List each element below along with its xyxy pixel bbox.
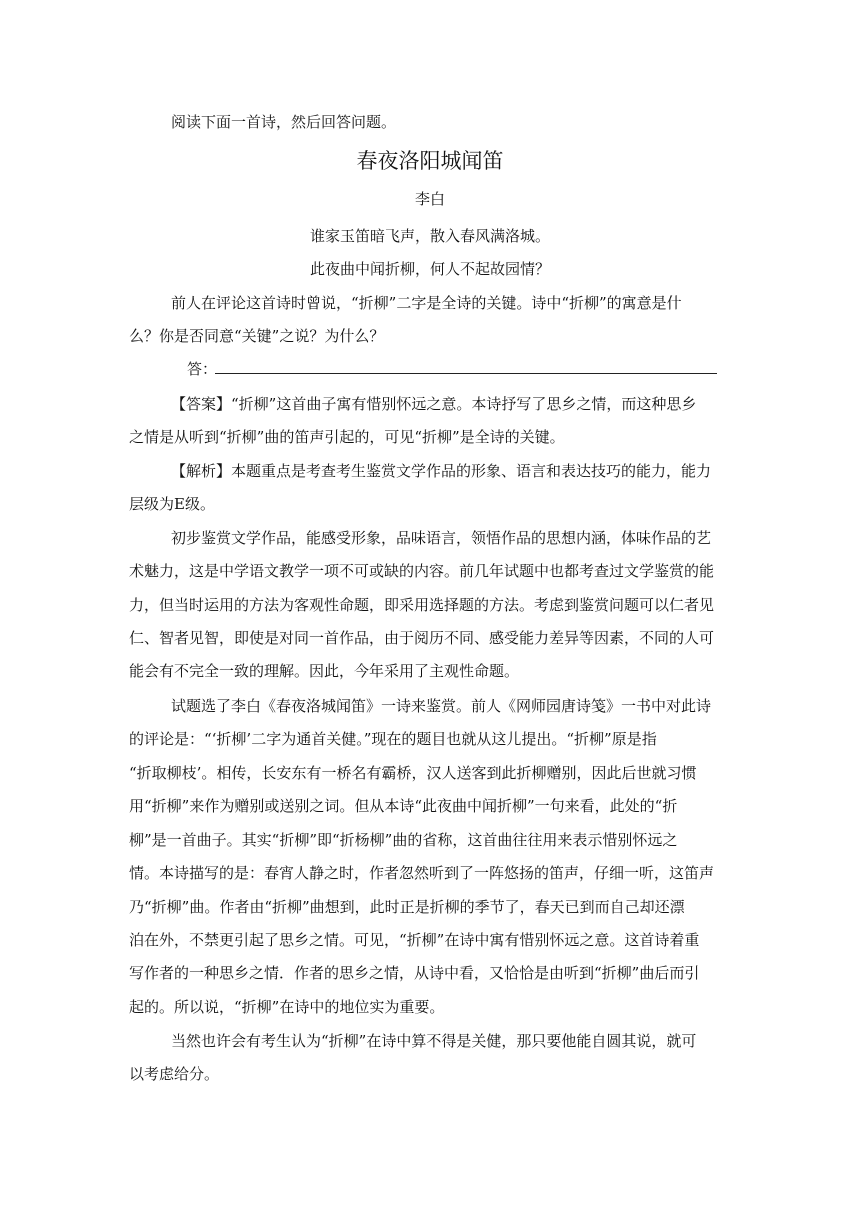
paragraph-line: 起的。所以说，“折柳”在诗中的地位实为重要。 bbox=[129, 998, 445, 1016]
analysis-line: 层级为E级。 bbox=[129, 495, 215, 513]
paragraph-line: 的评论是：“‘折柳’二字为通首关健。”现在的题目也就从这儿提出。“折柳”原是指 bbox=[129, 730, 657, 748]
intro-text: 阅读下面一首诗，然后回答问题。 bbox=[171, 113, 397, 131]
paragraph-line: 能会有不完全一致的理解。因此，今年采用了主观性命题。 bbox=[129, 662, 520, 680]
answer-line: 【答案】“折柳”这首曲子寓有惜别怀远之意。本诗抒写了思乡之情，而这种思乡 bbox=[171, 395, 697, 413]
question-line: 前人在评论这首诗时曾说，“折柳”二字是全诗的关键。诗中“折柳”的寓意是什 bbox=[171, 294, 682, 312]
poem-line: 此夜曲中闻折柳，何人不起故园情？ bbox=[309, 260, 550, 278]
paragraph-line: 泊在外，不禁更引起了思乡之情。可见，“折柳”在诗中寓有惜别怀远之意。这首诗着重 bbox=[129, 931, 700, 949]
paragraph-line: 术魅力，这是中学语文教学一项不可或缺的内容。前几年试题中也都考查过文学鉴赏的能 bbox=[129, 562, 715, 580]
paragraph-line: 当然也许会有考生认为“折柳”在诗中算不得是关健，那只要他能自圆其说，就可 bbox=[171, 1032, 697, 1050]
answer-blank-line[interactable] bbox=[215, 373, 717, 374]
paragraph-line: 写作者的一种思乡之情．作者的思乡之情，从诗中看，又恰恰是由听到“折柳”曲后而引 bbox=[129, 964, 700, 982]
question-line: 么？你是否同意“关键”之说？为什么？ bbox=[129, 327, 385, 345]
paragraph-line: 以考虑给分。 bbox=[129, 1065, 220, 1083]
paragraph-line: “折取柳枝’。相传，长安东有一桥名有霸桥，汉人送客到此折柳赠别，因此后世就习惯 bbox=[129, 764, 697, 782]
analysis-line: 【解析】本题重点是考查考生鉴赏文学作品的形象、语言和表达技巧的能力，能力 bbox=[171, 462, 712, 480]
poem-title: 春夜洛阳城闻笛 bbox=[356, 149, 504, 173]
paragraph-line: 初步鉴赏文学作品，能感受形象，品味语言，领悟作品的思想内涵，体味作品的艺 bbox=[171, 529, 712, 547]
paragraph-line: 乃“折柳”曲。作者由“折柳”曲想到，此时正是折柳的季节了，春天已到而自己却还漂 bbox=[129, 898, 685, 916]
poem-line: 谁家玉笛暗飞声，散入春风满洛城。 bbox=[309, 227, 550, 245]
paragraph-line: 用“折柳”来作为赠别或送别之词。但从本诗“此夜曲中闻折柳”一句来看，此处的“折 bbox=[129, 797, 678, 815]
paragraph-line: 柳”是一首曲子。其实“折柳”即“折杨柳”曲的省称，这首曲往往用来表示惜别怀远之 bbox=[129, 831, 678, 849]
answer-line: 之情是从听到“折柳”曲的笛声引起的，可见“折柳”是全诗的关键。 bbox=[129, 428, 565, 446]
paragraph-line: 试题选了李白《春夜洛城闻笛》一诗来鉴赏。前人《网师园唐诗笺》一书中对此诗 bbox=[171, 697, 712, 715]
paragraph-line: 情。本诗描写的是：春宵人静之时，作者忽然听到了一阵悠扬的笛声，仔细一听，这笛声 bbox=[129, 864, 715, 882]
poem-author: 李白 bbox=[414, 190, 445, 208]
paragraph-line: 力，但当时运用的方法为客观性命题，即采用选择题的方法。考虑到鉴赏问题可以仁者见 bbox=[129, 596, 715, 614]
paragraph-line: 仁、智者见智，即使是对同一首作品，由于阅历不同、感受能力差异等因素，不同的人可 bbox=[129, 629, 715, 647]
answer-prompt: 答： bbox=[187, 360, 218, 378]
